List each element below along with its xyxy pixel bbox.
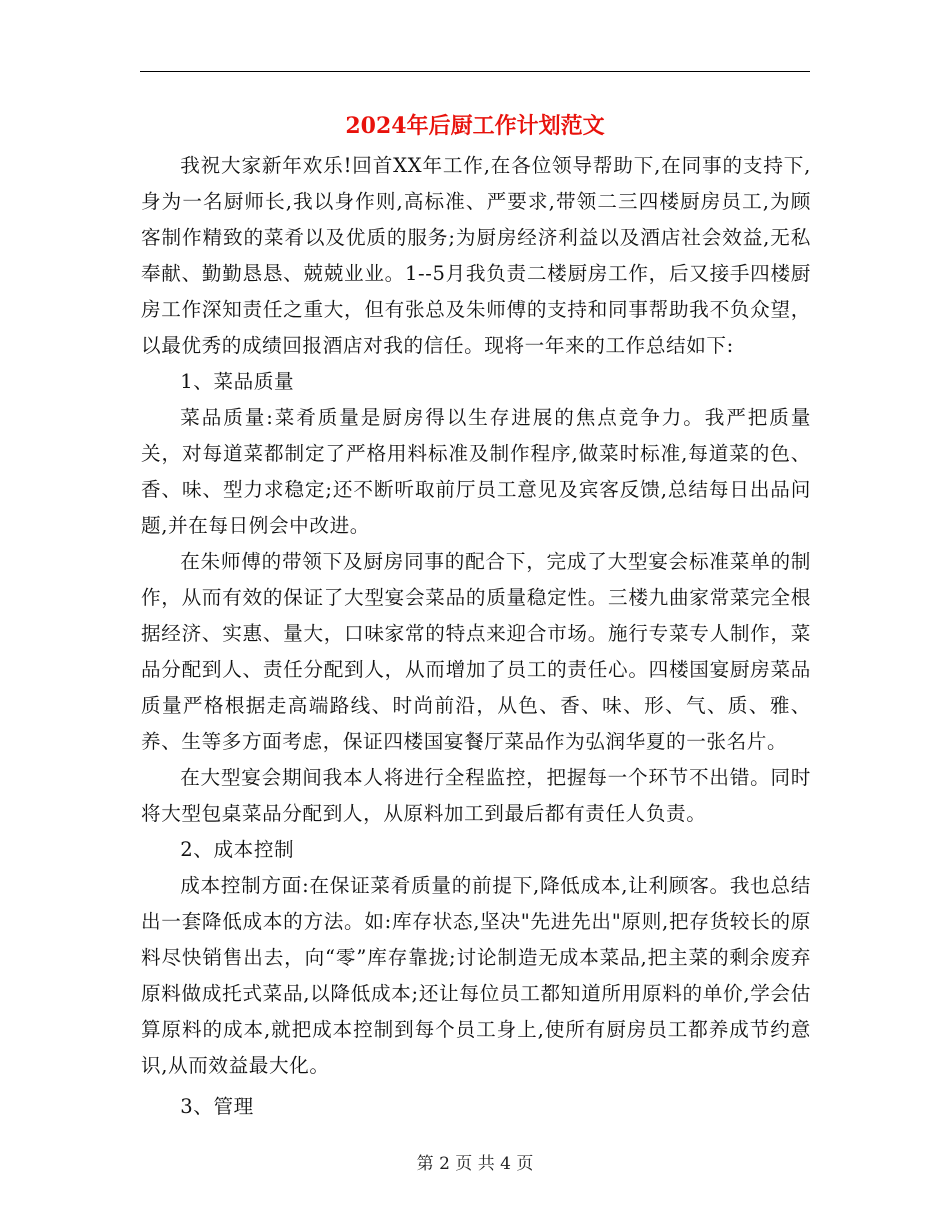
document-body <box>141 148 811 1125</box>
banquet-menu-paragraph: 在朱师傅的带领下及厨房同事的配合下，完成了大型宴会标准菜单的制作，从而有效的保证了大型宴会菜品的质量稳定性。三楼九曲家常菜完全根据经济、实惠、量大，口味家常的特点来迎合市场。施行专菜专人制作，菜品分配到人、责任分配到人，从而增加了员工的责任心。四楼国宴厨房菜品质量严格根据走高端路线、时尚前沿，从色、香、味、形、气、质、雅、养、生等多方面考虑，保证四楼国宴餐厅菜品作为弘润华夏的一张名片。 <box>141 550 811 753</box>
section-heading-quality: 1、菜品质量 <box>180 370 295 393</box>
cost-control-paragraph: 成本控制方面:在保证菜肴质量的前提下,降低成本,让利顾客。我也总结出一套降低成本的方法。如:库存状态,坚决"先进先出"原则,把存货较长的原料尽快销售出去，向“零”库存靠拢;讨论制造无成本菜品,把主菜的剩余废弃原料做成托式菜品,以降低成本;还让每位员工都知道所用原料的单价,学会估算原料的成本,就把成本控制到每个员工身上,使所有厨房员工都养成节约意识,从而效益最大化。 <box>141 874 811 1077</box>
quality-paragraph: 菜品质量:菜肴质量是厨房得以生存进展的焦点竞争力。我严把质量关，对每道菜都制定了严格用料标准及制作程序,做菜时标准,每道菜的色、香、味、型力求稳定;还不断听取前厅员工意见及宾客反馈,总结每日出品问题,并在每日例会中改进。 <box>141 406 811 537</box>
intro-paragraph: 我祝大家新年欢乐!回首XX年工作,在各位领导帮助下,在同事的支持下,身为一名厨师长,我以身作则,高标准、严要求,带领二三四楼厨房员工,为顾客制作精致的菜肴以及优质的服务;为厨房经济利益以及酒店社会效益,无私奉献、勤勤恳恳、兢兢业业。1--5月我负责二楼厨房工作，后又接手四楼厨房工作深知责任之重大，但有张总及朱师傅的支持和同事帮助我不负众望，以最优秀的成绩回报酒店对我的信任。现将一年来的工作总结如下: <box>141 154 811 357</box>
section-heading-cost: 2、成本控制 <box>180 838 295 861</box>
document-title: 2024年后厨工作计划范文 <box>345 113 605 139</box>
header-rule <box>140 71 810 72</box>
page-number-footer: 第 2 页 共 4 页 <box>416 1154 534 1174</box>
banquet-monitoring-paragraph: 在大型宴会期间我本人将进行全程监控，把握每一个环节不出错。同时将大型包桌菜品分配到人，从原料加工到最后都有责任人负责。 <box>141 766 811 825</box>
section-heading-management: 3、管理 <box>180 1095 254 1118</box>
